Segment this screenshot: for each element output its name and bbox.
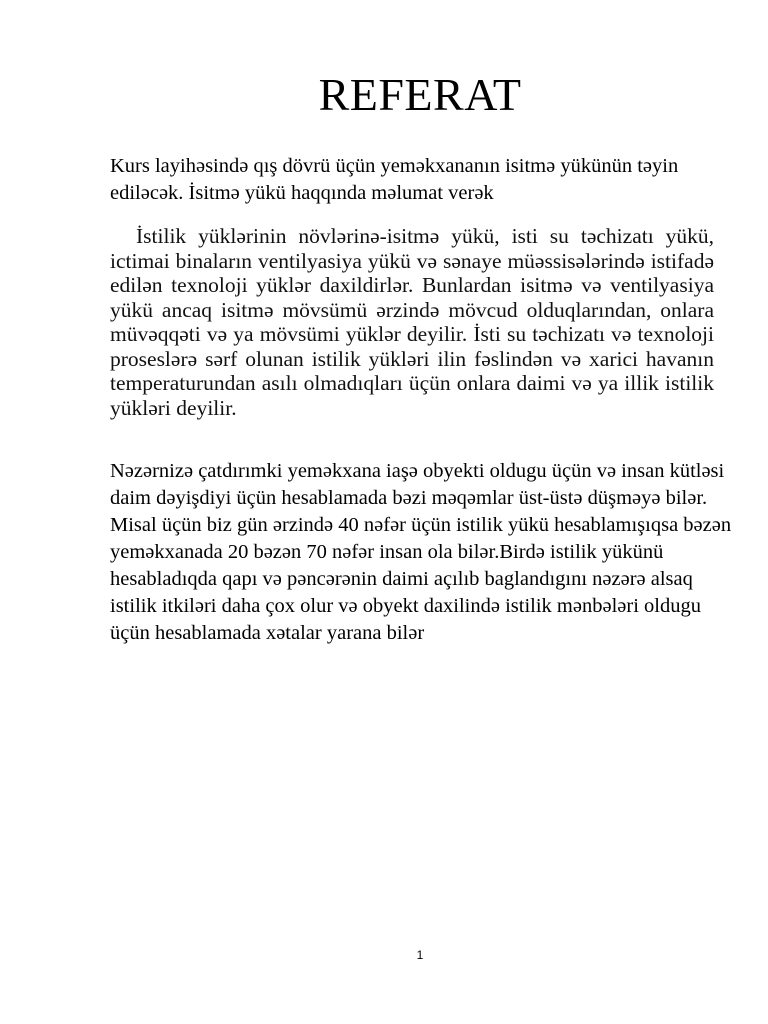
document-title: REFERAT — [318, 69, 522, 120]
page-number: 1 — [416, 948, 424, 962]
body-paragraph: Nəzərnizə çatdırımki yeməkxana iaşə obyekti oldugu üçün və insan kütləsi daim dəyişdiyi üçün hesablamada bəzi məqəmlar üst-üstə düşməyə bilər. Misal üçün biz gün ərzində 40 nəfər üçün istilik yükü hesablamışıqsa bəzən yeməkxanada 20 bəzən 70 nəfər insan ola bilər.Birdə istilik yükünü hesabladıqda qapı və pəncərənin daimi açılıb baglandıgını nəzərə alsaq istilik itkiləri daha çox olur və obyekt daxilində istilik mənbələri oldugu üçün hesablamada xətalar yarana bilər — [110, 460, 732, 644]
intro-paragraph: Kurs layihəsində qış dövrü üçün yeməkxananın isitmə yükünün təyin ediləcək. İsitmə yükü haqqında məlumat verək — [110, 155, 679, 204]
quoted-paragraph: İstilik yüklərinin növlərinə-isitmə yükü, isti su təchizatı yükü, ictimai binaların ventilyasiya yükü və sənaye müəssisələrində istifadə edilən texnoloji yüklər daxildirlər. Bunlardan isitmə və ventilyasiya yükü ancaq isitmə mövsümü ərzində mövcud olduqlarından, onlara müvəqqəti və ya mövsümi yüklər deyilir. İsti su təchizatı və texnoloji proseslərə sərf olunan istilik yükləri ilin fəslindən və xarici havanın temperaturundan asılı olmadıqları üçün onlara daimi və ya illik istilik yükləri deyilir. — [110, 224, 714, 420]
